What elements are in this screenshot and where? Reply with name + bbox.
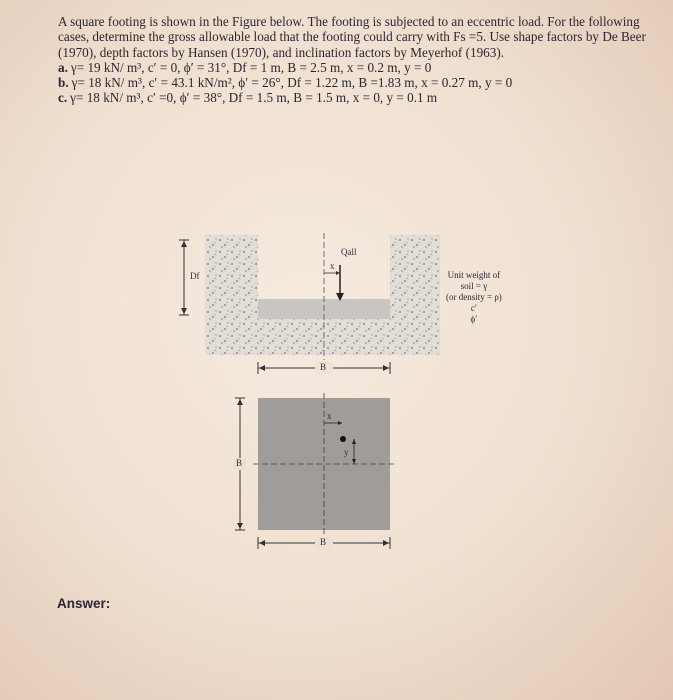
case-text: γ= 18 kN/ m³, c′ = 43.1 kN/m², ϕ′ = 26°, Df = 1.22 m, B =1.83 m, x = 0.27 m, y = 0 xyxy=(71,75,513,91)
soil-line: (or density = ρ) xyxy=(446,292,502,302)
case-letter: c. xyxy=(58,90,68,106)
soil-line: Unit weight of xyxy=(447,270,501,280)
case-list xyxy=(58,60,648,106)
eccentricity-x-label: x xyxy=(330,261,335,271)
plan-side-label: B xyxy=(236,458,243,468)
problem-statement xyxy=(58,14,648,106)
section-width-label: B xyxy=(320,362,327,372)
case-b xyxy=(58,75,648,90)
soil-line: soil = γ xyxy=(460,281,488,291)
plan-view xyxy=(234,393,395,549)
case-text: γ= 19 kN/ m³, c′ = 0, ϕ′ = 31°, Df = 1 m, B = 2.5 m, x = 0.2 m, y = 0 xyxy=(70,59,432,75)
case-c xyxy=(58,90,648,105)
plan-bottom-label: B xyxy=(320,537,327,547)
load-label: Qall xyxy=(341,247,357,257)
soil-right xyxy=(390,235,440,307)
plan-y-label: y xyxy=(344,447,349,457)
depth-label: Df xyxy=(190,271,200,281)
soil-line: c′ xyxy=(470,303,477,313)
soil-line: ϕ′ xyxy=(470,314,478,324)
case-a xyxy=(58,60,648,75)
footing-figure xyxy=(170,225,560,565)
soil-properties xyxy=(446,270,502,325)
answer-label: Answer: xyxy=(57,596,111,611)
case-text: γ= 18 kN/ m³, c′ =0, ϕ′ = 38°, Df = 1.5 m, B = 1.5 m, x = 0, y = 0.1 m xyxy=(70,90,438,106)
plan-x-label: x xyxy=(327,411,332,421)
problem-intro: A square footing is shown in the Figure below. The footing is subjected to an eccentric load. For the following cases, determine the gross allowable load that the footing could carry with Fs =5. Use shape factors by De Beer (1970), depth factors by Hansen (1970), and inclination factors by Meyerhof (1963). xyxy=(58,14,646,60)
section-view xyxy=(179,233,440,374)
load-point xyxy=(340,436,346,442)
soil-left xyxy=(205,235,258,307)
case-letter: b. xyxy=(58,75,69,91)
case-letter: a. xyxy=(58,59,68,75)
